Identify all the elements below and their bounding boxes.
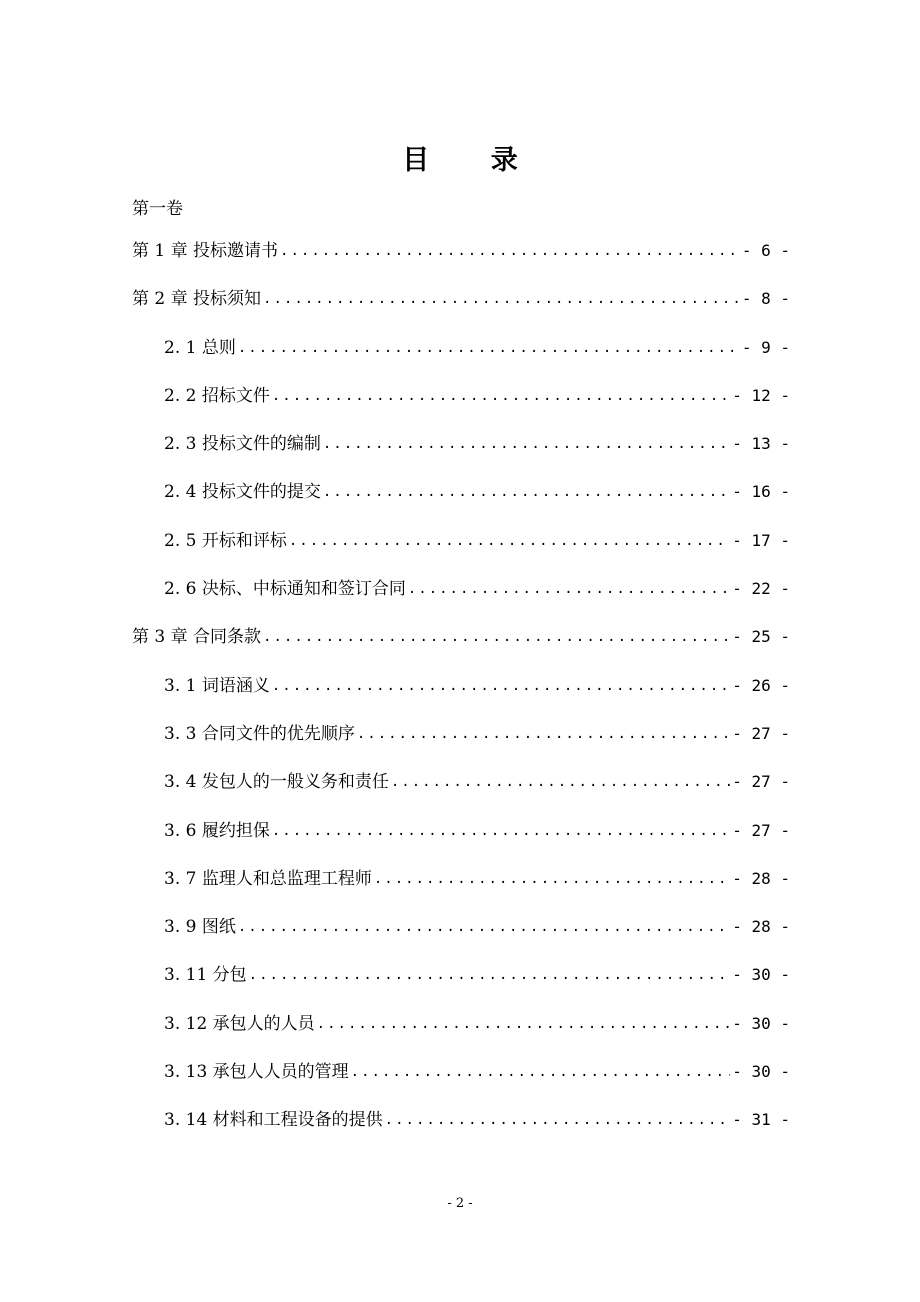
toc-entry-page: - 25 - <box>732 627 790 647</box>
toc-entry-label: 2. 3 投标文件的编制 <box>164 434 321 455</box>
toc-entry-label: 第 2 章 投标须知 <box>132 289 262 310</box>
toc-entry-page: - 27 - <box>732 772 790 792</box>
toc-entry-page: - 12 - <box>732 385 790 405</box>
toc-entry[interactable] <box>132 236 790 284</box>
toc-entry-page: - 28 - <box>732 917 790 937</box>
toc-entry-page: - 30 - <box>732 965 790 985</box>
toc-leader-dots <box>357 719 730 749</box>
toc-entry[interactable] <box>132 1057 790 1105</box>
toc-leader-dots <box>272 381 730 411</box>
toc-leader-dots <box>238 333 740 363</box>
toc-entry-page: - 16 - <box>732 482 790 502</box>
toc-entry-label: 3. 6 履约担保 <box>164 820 270 841</box>
toc-entry-label: 3. 12 承包人的人员 <box>164 1013 315 1034</box>
toc-entry-label: 3. 13 承包人人员的管理 <box>164 1062 349 1083</box>
toc-leader-dots <box>249 960 731 990</box>
toc-leader-dots <box>408 574 730 604</box>
toc-leader-dots <box>280 236 740 266</box>
toc-entry-label: 3. 3 合同文件的优先顺序 <box>164 723 355 744</box>
toc-entry[interactable] <box>132 1009 790 1057</box>
toc-entry[interactable] <box>132 284 790 332</box>
toc-entry-page: - 8 - <box>741 289 790 309</box>
volume-label: 第一卷 <box>132 199 183 219</box>
toc-entry-page: - 27 - <box>732 820 790 840</box>
toc-entry-page: - 6 - <box>741 241 790 260</box>
toc-leader-dots <box>263 622 730 652</box>
toc-leader-dots <box>317 1009 731 1039</box>
toc-entry-page: - 28 - <box>732 868 790 888</box>
toc-entry[interactable] <box>132 767 790 815</box>
toc-entry[interactable] <box>132 671 790 719</box>
toc-entry-label: 第 3 章 合同条款 <box>132 627 262 648</box>
toc-entry[interactable] <box>132 381 790 429</box>
page-title: 目 录 <box>402 145 544 176</box>
toc-leader-dots <box>272 671 730 701</box>
toc-entry-label: 2. 2 招标文件 <box>164 385 270 406</box>
toc-leader-dots <box>238 912 730 942</box>
toc-entry[interactable] <box>132 960 790 1008</box>
toc-entry-page: - 30 - <box>732 1013 790 1033</box>
table-of-contents <box>132 236 790 1154</box>
toc-entry-label: 3. 1 词语涵义 <box>164 675 270 696</box>
toc-entry-label: 2. 5 开标和评标 <box>164 530 287 551</box>
toc-entry-page: - 31 - <box>732 1110 790 1130</box>
toc-entry-label: 3. 7 监理人和总监理工程师 <box>164 868 372 889</box>
toc-entry-label: 2. 6 决标、中标通知和签订合同 <box>164 579 406 600</box>
toc-entry[interactable] <box>132 477 790 525</box>
toc-entry[interactable] <box>132 526 790 574</box>
toc-leader-dots <box>391 767 730 797</box>
toc-leader-dots <box>374 864 730 894</box>
toc-entry-page: - 26 - <box>732 675 790 695</box>
toc-entry-page: - 30 - <box>732 1062 790 1082</box>
toc-entry[interactable] <box>132 816 790 864</box>
toc-entry-label: 2. 1 总则 <box>164 337 236 358</box>
toc-leader-dots <box>323 429 730 459</box>
toc-entry[interactable] <box>132 912 790 960</box>
toc-entry-label: 3. 4 发包人的一般义务和责任 <box>164 772 389 793</box>
toc-entry-page: - 9 - <box>741 337 790 357</box>
toc-entry[interactable] <box>132 429 790 477</box>
toc-entry[interactable] <box>132 864 790 912</box>
toc-leader-dots <box>323 477 730 507</box>
page-number: - 2 - <box>447 1196 473 1211</box>
toc-entry-label: 2. 4 投标文件的提交 <box>164 482 321 503</box>
toc-entry-page: - 27 - <box>732 723 790 743</box>
toc-entry[interactable] <box>132 574 790 622</box>
toc-entry[interactable] <box>132 719 790 767</box>
toc-leader-dots <box>263 284 740 314</box>
toc-leader-dots <box>385 1105 731 1135</box>
toc-entry-label: 3. 11 分包 <box>164 965 247 986</box>
toc-entry-page: - 17 - <box>732 530 790 550</box>
toc-leader-dots <box>289 526 730 556</box>
toc-leader-dots <box>351 1057 731 1087</box>
toc-entry-page: - 22 - <box>732 579 790 599</box>
toc-entry-label: 第 1 章 投标邀请书 <box>132 241 279 261</box>
toc-entry[interactable] <box>132 1105 790 1153</box>
toc-leader-dots <box>272 816 730 846</box>
toc-entry-label: 3. 14 材料和工程设备的提供 <box>164 1110 383 1131</box>
toc-entry[interactable] <box>132 622 790 670</box>
toc-entry-page: - 13 - <box>732 434 790 454</box>
toc-entry-label: 3. 9 图纸 <box>164 917 236 938</box>
toc-entry[interactable] <box>132 333 790 381</box>
